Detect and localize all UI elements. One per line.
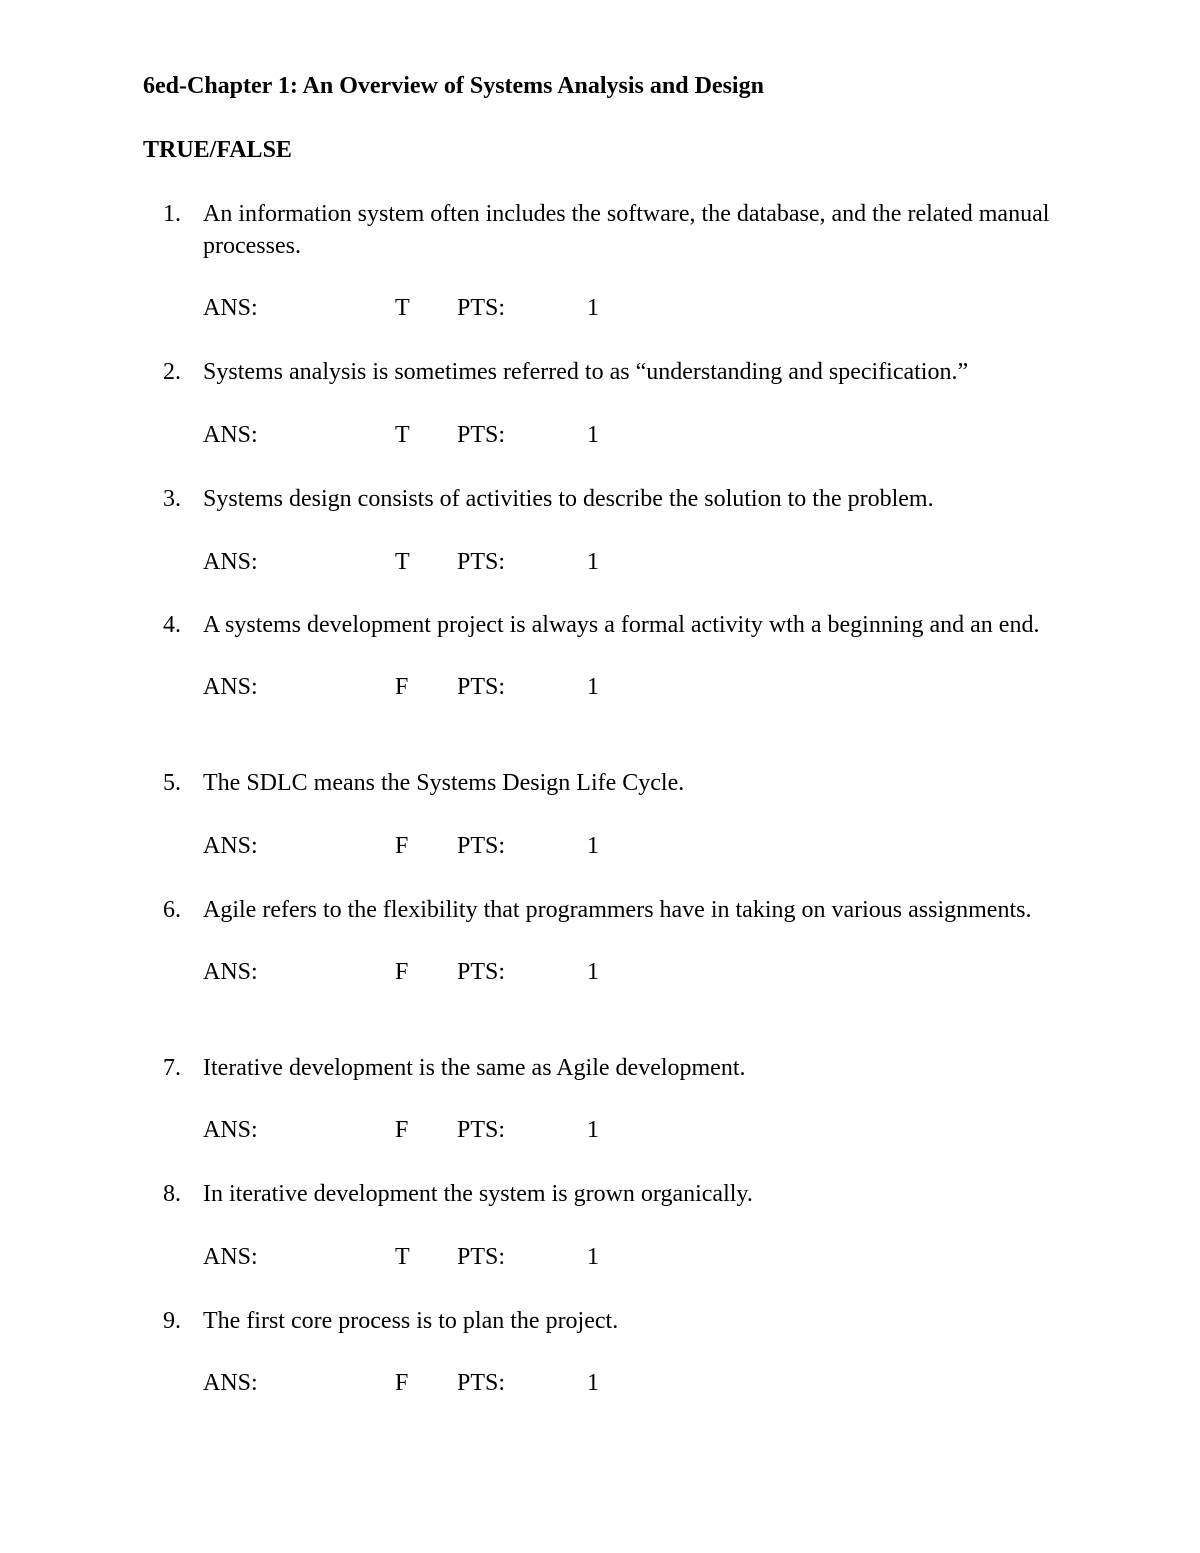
question-item bbox=[143, 1305, 1093, 1399]
ans-label: ANS: bbox=[203, 1370, 258, 1396]
ans-label: ANS: bbox=[203, 674, 258, 700]
pts-label: PTS: bbox=[457, 549, 506, 575]
answer-row bbox=[203, 419, 1093, 451]
pts-label: PTS: bbox=[457, 959, 506, 985]
question-number: 5. bbox=[163, 770, 181, 796]
question-item bbox=[143, 356, 1093, 451]
answer-row bbox=[203, 292, 1093, 324]
question-item bbox=[143, 767, 1093, 862]
pts-value: 1 bbox=[587, 295, 599, 321]
ans-label: ANS: bbox=[203, 295, 258, 321]
ans-value: F bbox=[395, 833, 409, 859]
pts-value: 1 bbox=[587, 1370, 599, 1396]
ans-value: T bbox=[395, 422, 410, 448]
question-text: Systems analysis is sometimes referred to as “understanding and specification.” bbox=[203, 359, 969, 385]
question-text: Iterative development is the same as Agile development. bbox=[203, 1055, 746, 1081]
question-item bbox=[143, 198, 1093, 324]
pts-label: PTS: bbox=[457, 833, 506, 859]
question-text: Systems design consists of activities to describe the solution to the problem. bbox=[203, 486, 934, 512]
pts-value: 1 bbox=[587, 1117, 599, 1143]
pts-label: PTS: bbox=[457, 295, 506, 321]
ans-label: ANS: bbox=[203, 833, 258, 859]
question-number: 3. bbox=[163, 486, 181, 512]
ans-label: ANS: bbox=[203, 1117, 258, 1143]
ans-value: T bbox=[395, 295, 410, 321]
answer-row bbox=[203, 1114, 1093, 1146]
answer-row bbox=[203, 546, 1093, 578]
question-number: 1. bbox=[163, 201, 181, 227]
pts-value: 1 bbox=[587, 959, 599, 985]
question-item bbox=[143, 1178, 1093, 1273]
pts-value: 1 bbox=[587, 549, 599, 575]
question-text: The first core process is to plan the project. bbox=[203, 1308, 619, 1334]
question-number: 6. bbox=[163, 897, 181, 923]
ans-value: F bbox=[395, 959, 409, 985]
answer-row bbox=[203, 956, 1093, 988]
pts-label: PTS: bbox=[457, 1370, 506, 1396]
question-text: In iterative development the system is grown organically. bbox=[203, 1181, 753, 1207]
question-number: 9. bbox=[163, 1308, 181, 1334]
pts-label: PTS: bbox=[457, 422, 506, 448]
answer-row bbox=[203, 671, 1093, 703]
question-number: 2. bbox=[163, 359, 181, 385]
ans-value: F bbox=[395, 1117, 409, 1143]
ans-value: T bbox=[395, 1244, 410, 1270]
answer-row bbox=[203, 830, 1093, 862]
ans-label: ANS: bbox=[203, 549, 258, 575]
pts-label: PTS: bbox=[457, 1244, 506, 1270]
pts-label: PTS: bbox=[457, 1117, 506, 1143]
pts-value: 1 bbox=[587, 674, 599, 700]
pts-value: 1 bbox=[587, 833, 599, 859]
ans-value: F bbox=[395, 1370, 409, 1396]
ans-value: F bbox=[395, 674, 409, 700]
question-number: 7. bbox=[163, 1055, 181, 1081]
answer-row bbox=[203, 1241, 1093, 1273]
question-text: A systems development project is always a formal activity wth a beginning and an end. bbox=[203, 612, 1040, 638]
ans-label: ANS: bbox=[203, 1244, 258, 1270]
answer-row bbox=[203, 1367, 1093, 1399]
ans-value: T bbox=[395, 549, 410, 575]
question-text: Agile refers to the flexibility that programmers have in taking on various assignments. bbox=[203, 897, 1032, 923]
pts-value: 1 bbox=[587, 1244, 599, 1270]
question-item bbox=[143, 894, 1093, 988]
question-text: An information system often includes the software, the database, and the related manual processes. bbox=[203, 201, 1050, 259]
pts-value: 1 bbox=[587, 422, 599, 448]
question-number: 4. bbox=[163, 612, 181, 638]
question-number: 8. bbox=[163, 1181, 181, 1207]
question-item bbox=[143, 483, 1093, 578]
question-item bbox=[143, 609, 1093, 703]
document-title: 6ed-Chapter 1: An Overview of Systems Analysis and Design bbox=[143, 73, 764, 99]
section-heading: TRUE/FALSE bbox=[143, 137, 292, 163]
question-text: The SDLC means the Systems Design Life Cycle. bbox=[203, 770, 685, 796]
question-item bbox=[143, 1052, 1093, 1146]
ans-label: ANS: bbox=[203, 959, 258, 985]
pts-label: PTS: bbox=[457, 674, 506, 700]
ans-label: ANS: bbox=[203, 422, 258, 448]
